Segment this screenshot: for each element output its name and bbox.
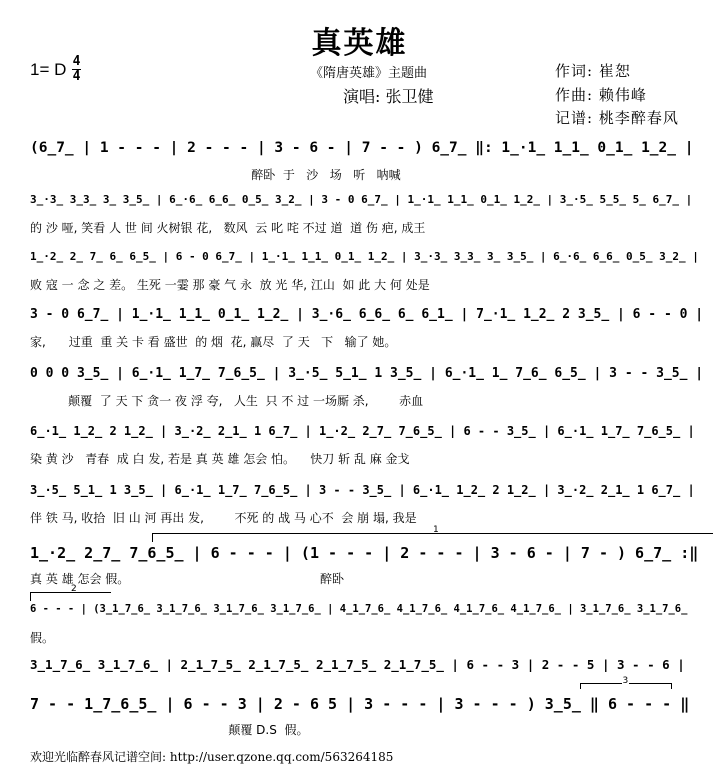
song-title: 真英雄 <box>311 26 408 61</box>
composer-credit: 作曲: 赖伟峰 <box>555 86 647 104</box>
notation-row: 3̲1̲7̲6̲ 3̲1̲7̲6̲ | 2̲1̲7̲5̲ 2̲1̲7̲5̲ 2̲1̲7̲5̲ 2̲1̲7̲5̲ | 6 - - 3 | 2 - - 5 | 3 - - 6 | <box>30 657 685 672</box>
lyric-row: 真 英 雄 怎会 假。 醉卧 <box>30 572 344 586</box>
key-signature: 1= D <box>30 60 67 79</box>
lyric-row: 醉卧 于 沙 场 听 呐喊 <box>30 168 401 182</box>
lyric-row: 的 沙 哑, 笑看 人 世 间 火树银 花, 数风 云 叱 咤 不过 道 道 伤 疤, 成王 <box>30 221 426 235</box>
transcriber-credit: 记谱: 桃李醉春风 <box>555 109 679 127</box>
lyricist-credit: 作词: 崔恕 <box>555 62 631 80</box>
lyric-row: 假。 <box>30 631 55 645</box>
triplet-bracket <box>580 676 672 689</box>
time-sig-top: 4 <box>72 54 81 69</box>
singer: 演唱: 张卫健 <box>343 87 434 106</box>
lyric-row: 颠覆 D.S 假。 <box>30 723 309 737</box>
notation-row: 7 - - 1̲7̲6̲5̲ | 6 - - 3 | 2 - 6 5 | 3 - - - | 3 - - - ) 3̲5̲ ‖ 6 - - - ‖ <box>30 695 690 713</box>
lyric-row: 家, 过重 重 关 卡 看 盛世 的 烟 花, 赢尽 了 天 下 输了 她。 <box>30 335 397 349</box>
lyric-row: 伴 铁 马, 收拾 旧 山 河 再出 发, 不死 的 战 马 心不 会 崩 塌, 我是 <box>30 511 417 525</box>
subtitle: 《隋唐英雄》主题曲 <box>310 66 428 81</box>
notation-row: 6 - - - | (3̲1̲7̲6̲ 3̲1̲7̲6̲ 3̲1̲7̲6̲ 3̲1̲7̲6̲ | 4̲1̲7̲6̲ 4̲1̲7̲6̲ 4̲1̲7̲6̲ 4̲1̲7̲6̲ | 3̲1̲7̲6̲ 3̲1̲7̲6̲ <box>30 603 688 615</box>
time-sig-bottom: 4 <box>72 69 81 84</box>
second-ending-bracket <box>30 584 111 601</box>
volta-2-label: 2 <box>71 584 77 594</box>
notation-row: 3̲·3̲ 3̲3̲ 3̲ 3̲5̲ | 6̲·6̲ 6̲6̲ 0̲5̲ 3̲2̲ | 3 - 0 6̲7̲ | 1̲·1̲ 1̲1̲ 0̲1̲ 1̲2̲ | 3̲·5̲ 5̲5̲ 5̲ 6̲7̲ | <box>30 193 693 206</box>
notation-row: 3̲·5̲ 5̲1̲ 1 3̲5̲ | 6̲·1̲ 1̲7̲ 7̲6̲5̲ | 3 - - 3̲5̲ | 6̲·1̲ 1̲2̲ 2 1̲2̲ | 3̲·2̲ 2̲1̲ 1 6̲7̲ | <box>30 483 695 497</box>
footer-credit: 欢迎光临醉春风记谱空间: http://user.qzone.qq.com/563264185 <box>30 750 394 764</box>
lyric-row: 败 寇 一 念 之 差。 生死 一霎 那 豪 气 永 放 光 华, 江山 如 此 大 何 处是 <box>30 278 430 292</box>
notation-row: 3 - 0 6̲7̲ | 1̲·1̲ 1̲1̲ 0̲1̲ 1̲2̲ | 3̲·6̲ 6̲6̲ 6̲ 6̲1̲ | 7̲·1̲ 1̲2̲ 2 3̲5̲ | 6 - - 0 | <box>30 307 704 322</box>
notation-row: 0 0 0 3̲5̲ | 6̲·1̲ 1̲7̲ 7̲6̲5̲ | 3̲·5̲ 5̲1̲ 1 3̲5̲ | 6̲·1̲ 1̲ 7̲6̲ 6̲5̲ | 3 - - 3̲5̲ | <box>30 366 704 381</box>
triplet-label: 3 <box>622 676 629 686</box>
notation-row: 1̲·2̲ 2̲ 7̲ 6̲ 6̲5̲ | 6 - 0 6̲7̲ | 1̲·1̲ 1̲1̲ 0̲1̲ 1̲2̲ | 3̲·3̲ 3̲3̲ 3̲ 3̲5̲ | 6̲·6̲ 6̲6̲ 0̲5̲ 3̲2̲ | <box>30 250 699 263</box>
first-ending-bracket <box>152 525 713 542</box>
notation-row: 6̲·1̲ 1̲2̲ 2 1̲2̲ | 3̲·2̲ 2̲1̲ 1 6̲7̲ | 1̲·2̲ 2̲7̲ 7̲6̲5̲ | 6 - - 3̲5̲ | 6̲·1̲ 1̲7̲ 7̲6̲5̲ | <box>30 424 695 438</box>
volta-1-label: 1 <box>433 525 439 535</box>
time-signature <box>72 56 81 83</box>
lyric-row: 染 黄 沙 青春 成 白 发, 若是 真 英 雄 怎会 怕。 快刀 斩 乱 麻 金戈 <box>30 452 410 466</box>
notation-row: 1̲·2̲ 2̲7̲ 7̲6̲5̲ | 6 - - - | (1 - - - | 2 - - - | 3 - 6 - | 7 - ) 6̲7̲ :‖ <box>30 544 699 562</box>
notation-row: (6̲7̲ | 1 - - - | 2 - - - | 3 - 6 - | 7 - - ) 6̲7̲ ‖: 1̲·1̲ 1̲1̲ 0̲1̲ 1̲2̲ | <box>30 140 694 156</box>
lyric-row: 颠覆 了 天 下 贪一 夜 浮 夸, 人生 只 不 过 一场厮 杀, 赤血 <box>30 394 424 408</box>
